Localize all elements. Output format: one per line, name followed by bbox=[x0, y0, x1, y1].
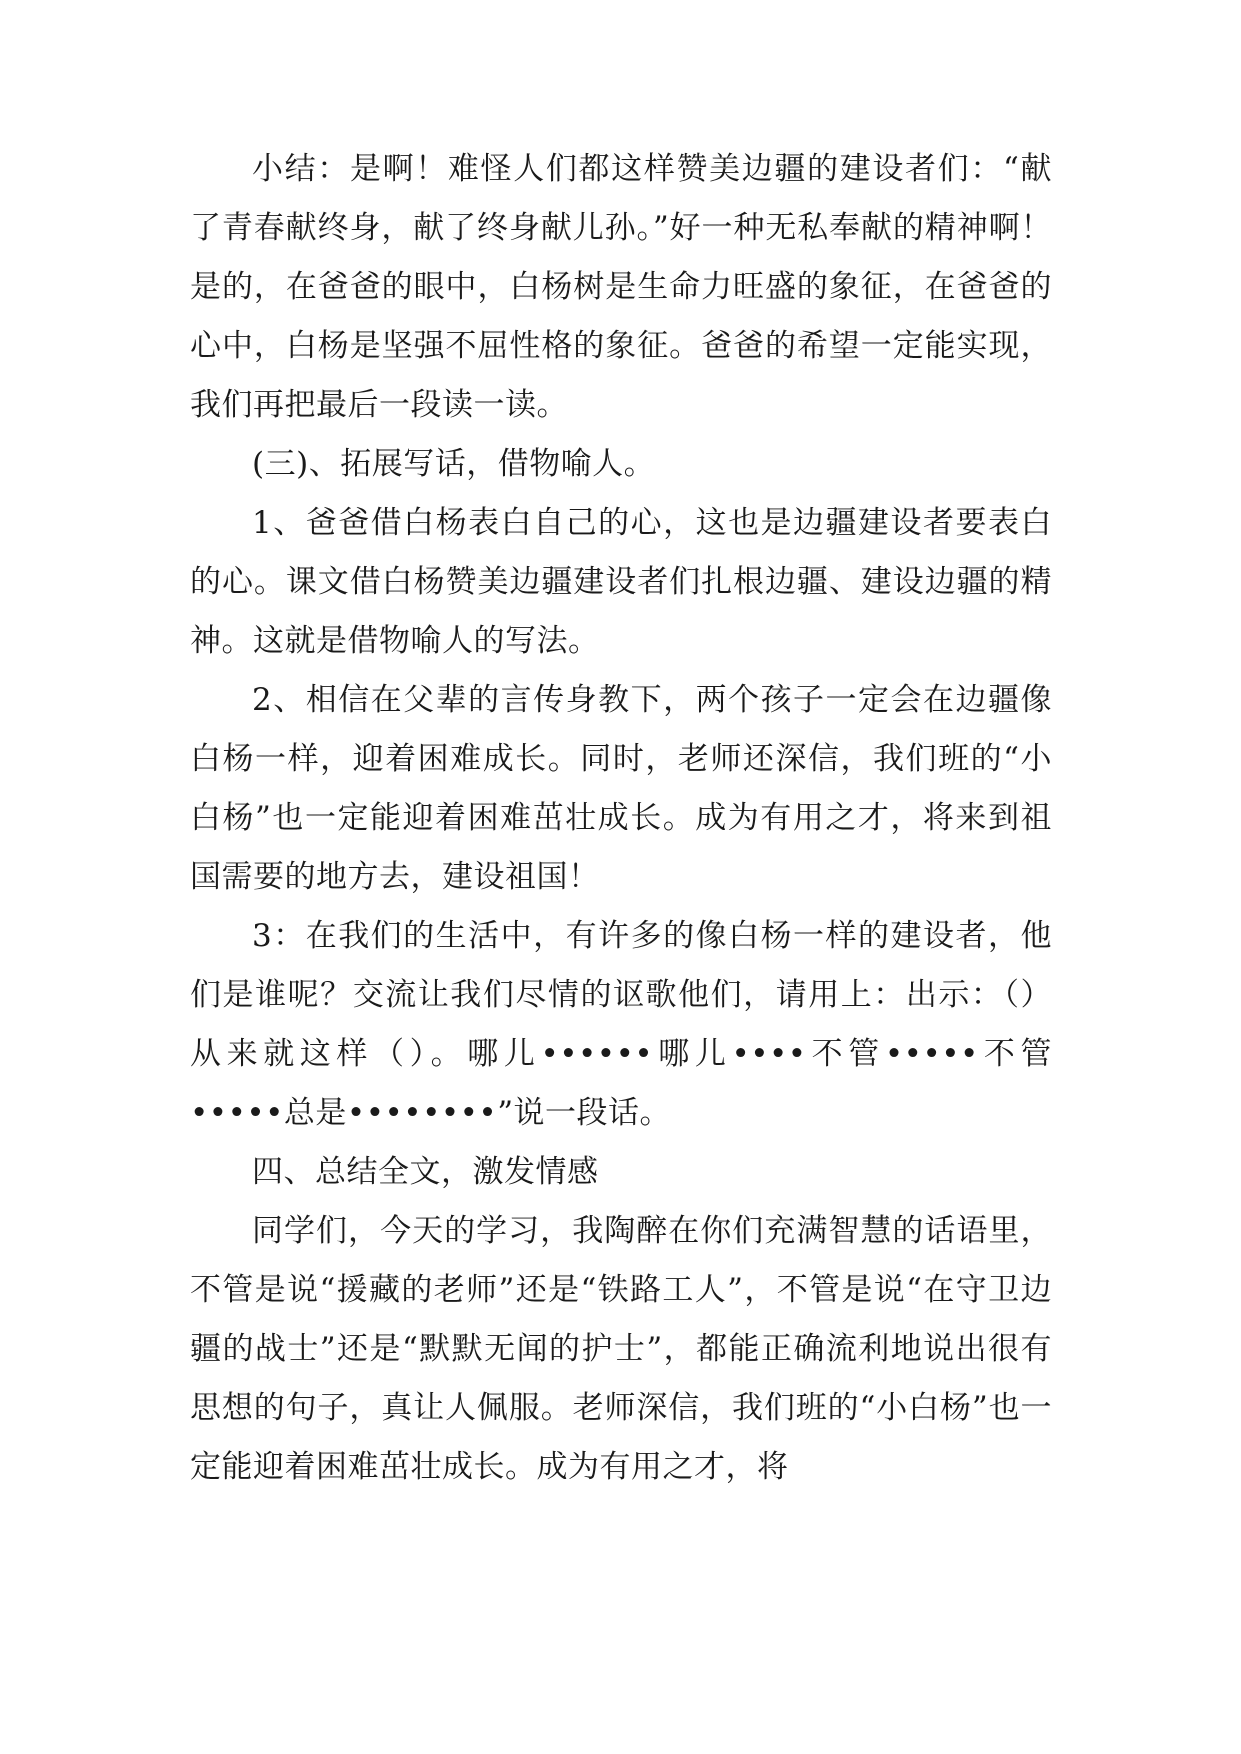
section-heading-extension: (三)、拓展写话，借物喻人。 bbox=[252, 446, 656, 482]
section-heading-conclusion: 四、总结全文，激发情感 bbox=[252, 1154, 599, 1190]
paragraph-closing: 同学们，今天的学习，我陶醉在你们充满智慧的话语里，不管是说“援藏的老师”还是“铁路工人”，不管是说“在守卫边疆的战士”还是“默默无闻的护士”，都能正确流利地说出很有思想的句子，真让人佩服。老师深信，我们班的“小白杨”也一定能迎着困难茁壮成长。成为有用之才，将 bbox=[190, 1213, 1052, 1485]
paragraph-point-1: 1、爸爸借白杨表白自己的心，这也是边疆建设者要表白的心。课文借白杨赞美边疆建设者们扎根边疆、建设边疆的精神。这就是借物喻人的写法。 bbox=[190, 505, 1052, 659]
paragraph-summary: 小结：是啊！难怪人们都这样赞美边疆的建设者们：“献了青春献终身，献了终身献儿孙。”好一种无私奉献的精神啊！是的，在爸爸的眼中，白杨树是生命力旺盛的象征，在爸爸的心中，白杨是坚强不屈性格的象征。爸爸的希望一定能实现，我们再把最后一段读一读。 bbox=[190, 151, 1052, 423]
paragraph-point-2: 2、相信在父辈的言传身教下，两个孩子一定会在边疆像白杨一样，迎着困难成长。同时，老师还深信，我们班的“小白杨”也一定能迎着困难茁壮成长。成为有用之才，将来到祖国需要的地方去，建设祖国！ bbox=[190, 682, 1052, 895]
document-page bbox=[190, 140, 1052, 1497]
paragraph-point-3: 3：在我们的生活中，有许多的像白杨一样的建设者，他们是谁呢？交流让我们尽情的讴歌他们，请用上：出示：（）从来就这样（）。哪儿••••••哪儿••••不管•••••不管•••••总是••••••••”说一段话。 bbox=[190, 918, 1052, 1131]
